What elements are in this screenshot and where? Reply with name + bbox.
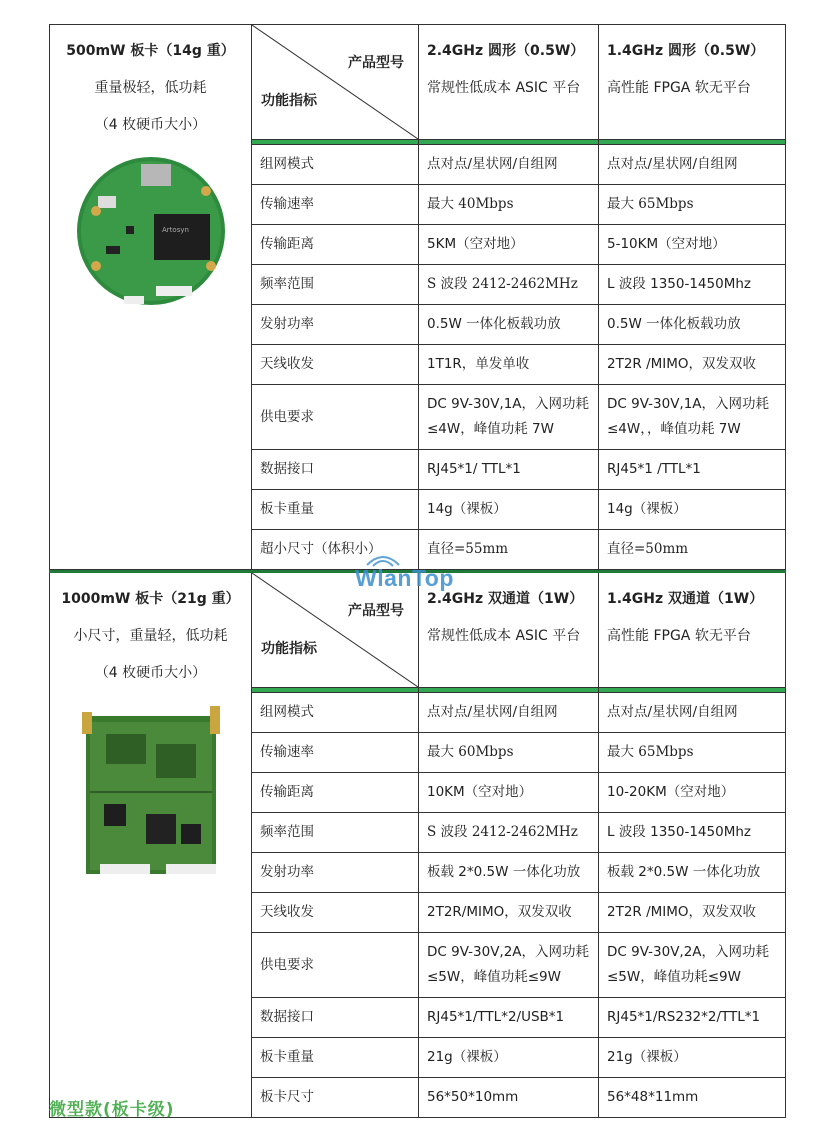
- row-label: 传输距离: [252, 225, 419, 265]
- row-label: 频率范围: [252, 813, 419, 853]
- row-value: 板载 2*0.5W 一体化功放: [599, 853, 786, 893]
- row-label: 传输距离: [252, 773, 419, 813]
- board1-image: [54, 156, 247, 306]
- row-value: DC 9V-30V,1A，入网功耗≤4W，峰值功耗 7W: [419, 385, 599, 450]
- watermark-text: WlanTop: [355, 565, 454, 591]
- row-label: 发射功率: [252, 305, 419, 345]
- row-value: 2T2R /MIMO，双发双收: [599, 893, 786, 933]
- watermark-logo: [355, 553, 465, 597]
- board2-model2-header: [599, 573, 786, 688]
- board2-info-cell: [50, 573, 252, 1118]
- row-value: L 波段 1350-1450Mhz: [599, 813, 786, 853]
- row-value: RJ45*1/RS232*2/TTL*1: [599, 998, 786, 1038]
- row-value: RJ45*1/TTL*2/USB*1: [419, 998, 599, 1038]
- row-value: 点对点/星状网/自组网: [599, 145, 786, 185]
- row-label: 超小尺寸（体积小）: [252, 530, 419, 570]
- board1-model1-title: 2.4GHz 圆形（0.5W）: [427, 43, 585, 59]
- row-value: 10KM（空对地）: [419, 773, 599, 813]
- row-value: 点对点/星状网/自组网: [419, 145, 599, 185]
- board2-model1-title: 2.4GHz 双通道（1W）: [427, 591, 584, 607]
- row-value: DC 9V-30V,2A，入网功耗≤5W，峰值功耗≤9W: [419, 933, 599, 998]
- row-value: 14g（裸板）: [419, 490, 599, 530]
- row-value: 21g（裸板）: [419, 1038, 599, 1078]
- board2-model2-platform: 高性能 FPGA 软无平台: [607, 628, 751, 644]
- row-value: 56*50*10mm: [419, 1078, 599, 1118]
- board2-model2-title: 1.4GHz 双通道（1W）: [607, 591, 764, 607]
- function-index-label: 功能指标: [261, 93, 317, 109]
- row-value: DC 9V-30V,1A，入网功耗≤4W，，峰值功耗 7W: [599, 385, 786, 450]
- function-index-label: 功能指标: [261, 641, 317, 657]
- footer-caption: 微型款(板卡级): [49, 1100, 175, 1120]
- row-value: DC 9V-30V,2A，入网功耗≤5W，峰值功耗≤9W: [599, 933, 786, 998]
- row-label: 组网模式: [252, 693, 419, 733]
- row-value: 最大 40Mbps: [419, 185, 599, 225]
- row-value: 21g（裸板）: [599, 1038, 786, 1078]
- board2-size-note: （4 枚硬币大小）: [94, 665, 207, 681]
- row-value: 10-20KM（空对地）: [599, 773, 786, 813]
- row-value: S 波段 2412-2462MHz: [419, 265, 599, 305]
- row-label: 数据接口: [252, 450, 419, 490]
- row-label: 板卡重量: [252, 490, 419, 530]
- board2-title: 1000mW 板卡（21g 重）: [61, 591, 240, 607]
- row-value: L 波段 1350-1450Mhz: [599, 265, 786, 305]
- board1-model2-title: 1.4GHz 圆形（0.5W）: [607, 43, 765, 59]
- row-label: 供电要求: [252, 385, 419, 450]
- board2-feature: 小尺寸，重量轻，低功耗: [73, 628, 228, 644]
- row-value: 直径=50mm: [599, 530, 786, 570]
- product-model-label: 产品型号: [348, 55, 404, 71]
- board1-model1-header: [419, 25, 599, 140]
- row-value: 点对点/星状网/自组网: [599, 693, 786, 733]
- board1-model2-header: [599, 25, 786, 140]
- row-label: 天线收发: [252, 345, 419, 385]
- row-value: 最大 60Mbps: [419, 733, 599, 773]
- board1-size-note: （4 枚硬币大小）: [94, 117, 207, 133]
- board1-model2-platform: 高性能 FPGA 软无平台: [607, 80, 751, 96]
- board1-header-diagonal: [252, 25, 419, 140]
- row-label: 板卡尺寸: [252, 1078, 419, 1118]
- product-model-label: 产品型号: [348, 603, 404, 619]
- row-label: 板卡重量: [252, 1038, 419, 1078]
- row-label: 发射功率: [252, 853, 419, 893]
- row-label: 频率范围: [252, 265, 419, 305]
- row-label: 数据接口: [252, 998, 419, 1038]
- row-value: RJ45*1 /TTL*1: [599, 450, 786, 490]
- row-value: 直径=55mm: [419, 530, 599, 570]
- board1-model1-platform: 常规性低成本 ASIC 平台: [427, 80, 581, 96]
- row-value: 2T2R /MIMO，双发双收: [599, 345, 786, 385]
- row-value: 14g（裸板）: [599, 490, 786, 530]
- row-value: 0.5W 一体化板载功放: [419, 305, 599, 345]
- row-value: 点对点/星状网/自组网: [419, 693, 599, 733]
- board1-info-cell: [50, 25, 252, 570]
- row-value: 板载 2*0.5W 一体化功放: [419, 853, 599, 893]
- row-value: 56*48*11mm: [599, 1078, 786, 1118]
- row-label: 组网模式: [252, 145, 419, 185]
- row-value: 最大 65Mbps: [599, 185, 786, 225]
- row-value: S 波段 2412-2462MHz: [419, 813, 599, 853]
- row-value: 0.5W 一体化板载功放: [599, 305, 786, 345]
- board2-image: [54, 704, 247, 884]
- board1-feature: 重量极轻，低功耗: [94, 80, 207, 96]
- row-value: 最大 65Mbps: [599, 733, 786, 773]
- row-value: 1T1R，单发单收: [419, 345, 599, 385]
- row-value: 5KM（空对地）: [419, 225, 599, 265]
- board1-title: 500mW 板卡（14g 重）: [66, 43, 235, 59]
- row-value: 5-10KM（空对地）: [599, 225, 786, 265]
- row-value: 2T2R/MIMO，双发双收: [419, 893, 599, 933]
- row-label: 传输速率: [252, 185, 419, 225]
- row-value: RJ45*1/ TTL*1: [419, 450, 599, 490]
- row-label: 天线收发: [252, 893, 419, 933]
- row-label: 供电要求: [252, 933, 419, 998]
- svg-text:Artosyn: Artosyn: [161, 226, 189, 234]
- row-label: 传输速率: [252, 733, 419, 773]
- board1-header-row: [50, 25, 786, 140]
- board2-model1-platform: 常规性低成本 ASIC 平台: [427, 628, 581, 644]
